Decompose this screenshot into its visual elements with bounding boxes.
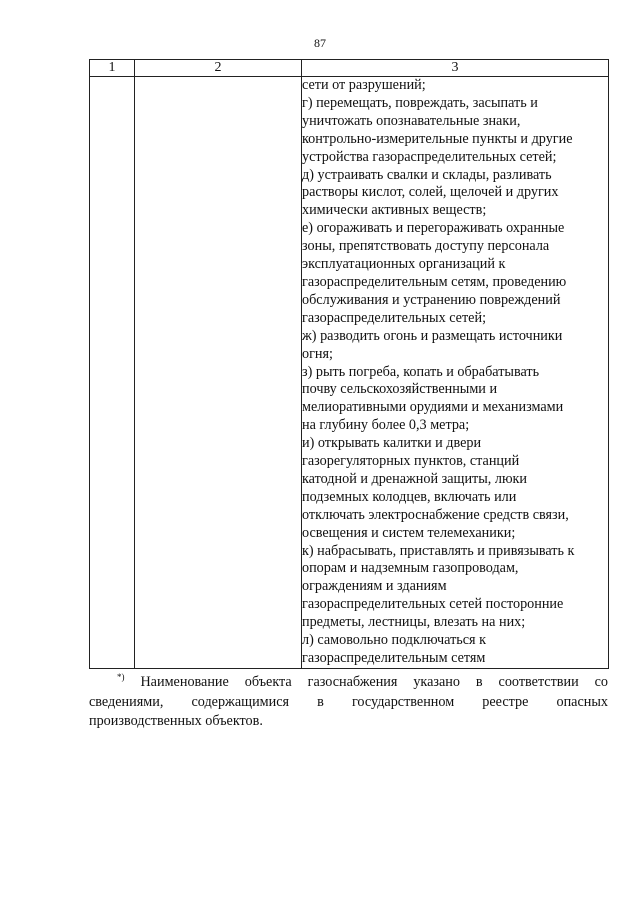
cell-text-line: опорам и надземным газопроводам,	[302, 560, 519, 577]
cell-text-line: химически активных веществ;	[302, 202, 487, 219]
column-header-2: 2	[135, 60, 302, 77]
cell-text-line: растворы кислот, солей, щелочей и других	[302, 184, 559, 201]
footnote-line: производственных объектов.	[89, 713, 263, 729]
cell-text-line: устройства газораспределительных сетей;	[302, 148, 557, 165]
footnote	[89, 673, 608, 732]
requirements-table	[89, 59, 609, 669]
cell-text-line: обслуживания и устранению повреждений	[302, 291, 561, 308]
cell-text-line: огня;	[302, 345, 333, 362]
cell-text-line: контрольно-измерительные пункты и другие	[302, 130, 573, 147]
page-number: 87	[314, 36, 326, 50]
cell-text-line: предметы, лестницы, влезать на них;	[302, 614, 526, 631]
cell-col-3	[302, 77, 609, 669]
cell-text-line: д) устраивать свалки и склады, разливать	[302, 166, 552, 183]
cell-text-line: почву сельскохозяйственными и	[302, 381, 498, 398]
cell-text-line: сети от разрушений;	[302, 77, 426, 93]
cell-text-line: отключать электроснабжение средств связи,	[302, 506, 569, 523]
cell-text-line: газораспределительным сетям, проведению	[302, 273, 567, 290]
footnote-line: сведениями, содержащимися в государственном реестре опасных	[89, 693, 608, 710]
column-header-1: 1	[90, 60, 135, 77]
cell-text-line: ограждениям и зданиям	[302, 578, 447, 595]
column-header-3: 3	[302, 60, 609, 77]
cell-text-line: газораспределительным сетям	[302, 650, 486, 666]
cell-text-line: катодной и дренажной защиты, люки	[302, 470, 528, 487]
cell-text-line: е) огораживать и перегораживать охранные	[302, 220, 565, 237]
cell-text-line: и) открывать калитки и двери	[302, 435, 482, 452]
cell-text-line: г) перемещать, повреждать, засыпать и	[302, 94, 538, 111]
cell-text-line: ж) разводить огонь и размещать источники	[302, 327, 563, 344]
cell-text-line: з) рыть погреба, копать и обрабатывать	[302, 363, 540, 380]
footnote-marker: *)	[117, 672, 125, 682]
cell-text-line: подземных колодцев, включать или	[302, 488, 517, 505]
table-row	[90, 77, 609, 669]
cell-text-line: эксплуатационных организаций к	[302, 256, 506, 273]
cell-text-line: л) самовольно подключаться к	[302, 632, 487, 649]
cell-text-line: газораспределительных сетей посторонние	[302, 596, 564, 613]
cell-text-line: газораспределительных сетей;	[302, 309, 487, 326]
table-header-row	[90, 60, 609, 77]
cell-text-line: газорегуляторных пунктов, станций	[302, 453, 520, 470]
cell-text-line: уничтожать опознавательные знаки,	[302, 112, 521, 129]
cell-text-line: на глубину более 0,3 метра;	[302, 417, 470, 434]
cell-text-line: мелиоративными орудиями и механизмами	[302, 399, 564, 416]
cell-text-line: зоны, препятствовать доступу персонала	[302, 238, 550, 255]
cell-text-line: к) набрасывать, приставлять и привязывать к	[302, 542, 575, 559]
footnote-line: *) Наименование объекта газоснабжения указано в соответствии со	[117, 672, 609, 690]
cell-col-2	[135, 77, 302, 669]
cell-text-line: освещения и систем телемеханики;	[302, 524, 516, 541]
cell-col-1	[90, 77, 135, 669]
